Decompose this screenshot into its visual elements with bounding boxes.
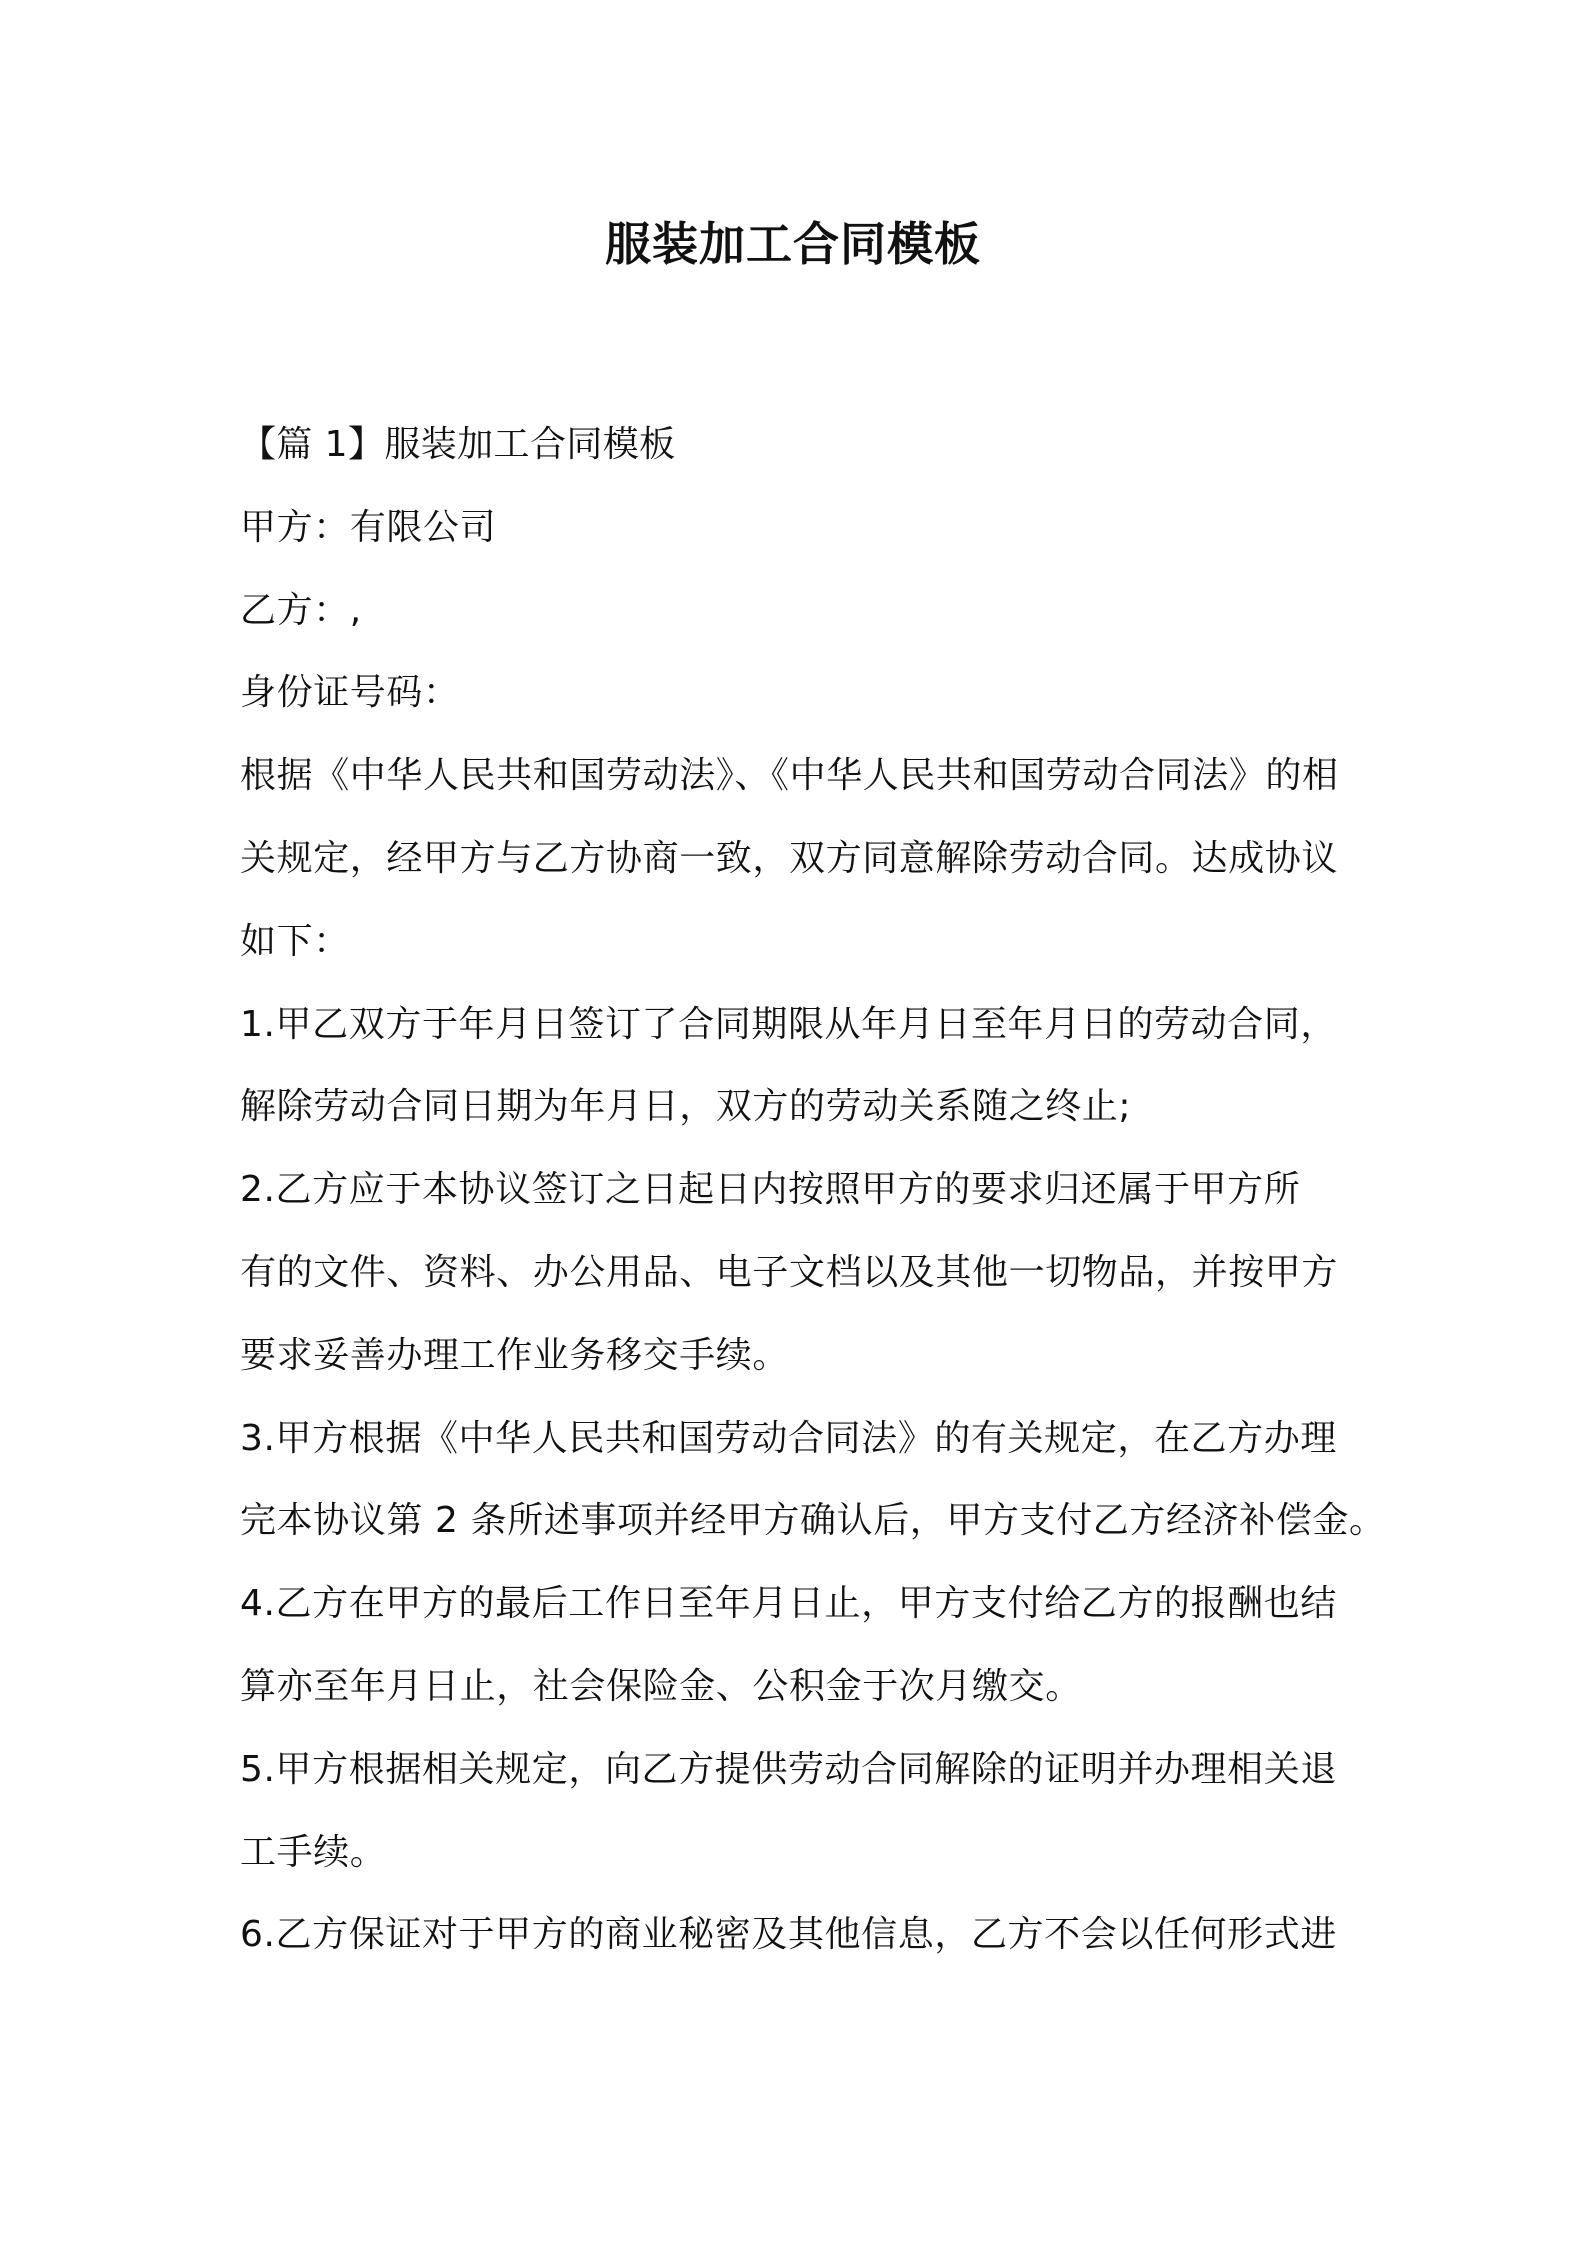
id-number-line: 身份证号码： (240, 672, 460, 714)
clause-line: 3.甲方根据《中华人民共和国劳动合同法》的有关规定，在乙方办理 (240, 1417, 1337, 1459)
party-b-line: 乙方：, (240, 589, 362, 631)
clause-line: 6.乙方保证对于甲方的商业秘密及其他信息，乙方不会以任何形式进 (240, 1914, 1337, 1956)
clause-line: 4.乙方在甲方的最后工作日至年月日止，甲方支付给乙方的报酬也结 (240, 1583, 1337, 1625)
document-title: 服装加工合同模板 (605, 217, 981, 271)
clause-line: 有的文件、资料、办公用品、电子文档以及其他一切物品，并按甲方 (240, 1251, 1339, 1293)
clause-line: 算亦至年月日止，社会保险金、公积金于次月缴交。 (240, 1665, 1082, 1707)
clause-line: 工手续。 (240, 1831, 387, 1873)
clause-line: 要求妥善办理工作业务移交手续。 (240, 1334, 790, 1376)
paragraph-line: 关规定，经甲方与乙方协商一致，双方同意解除劳动合同。达成协议 (240, 837, 1339, 879)
clause-line: 2.乙方应于本协议签订之日起日内按照甲方的要求归还属于甲方所 (240, 1169, 1301, 1211)
clause-line: 1.甲乙双方于年月日签订了合同期限从年月日至年月日的劳动合同， (240, 1003, 1337, 1045)
paragraph-line: 根据《中华人民共和国劳动法》、《中华人民共和国劳动合同法》的相 (240, 755, 1339, 797)
paragraph-line: 如下： (240, 920, 350, 962)
section-heading: 【篇 1】服装加工合同模板 (240, 424, 676, 465)
clause-line: 解除劳动合同日期为年月日，双方的劳动关系随之终止; (240, 1086, 1132, 1128)
clause-line: 完本协议第 2 条所述事项并经甲方确认后，甲方支付乙方经济补偿金。 (240, 1500, 1386, 1542)
document-body (240, 404, 1386, 1977)
party-a-line: 甲方：有限公司 (240, 506, 497, 548)
clause-line: 5.甲方根据相关规定，向乙方提供劳动合同解除的证明并办理相关退 (240, 1748, 1337, 1790)
